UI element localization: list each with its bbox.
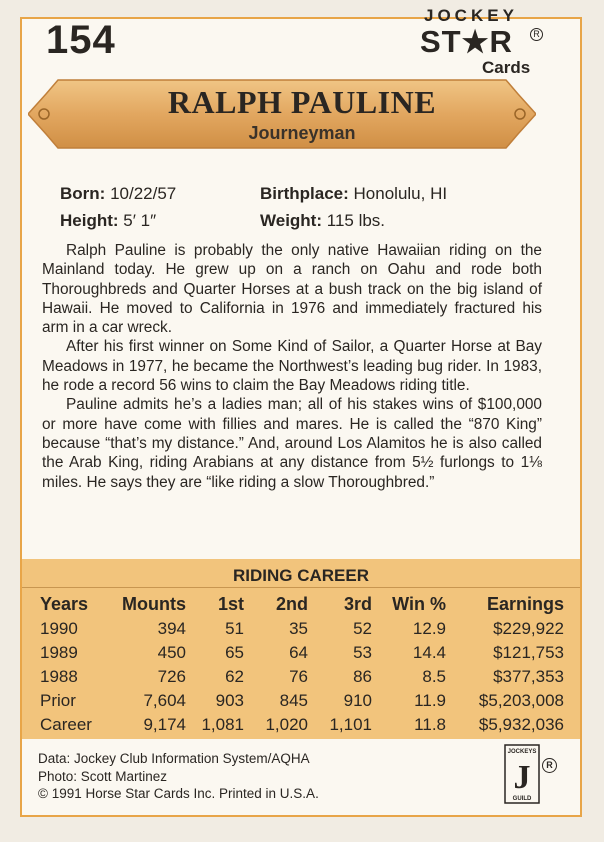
biography-text bbox=[42, 241, 542, 492]
born-label: Born: bbox=[60, 184, 106, 203]
jockey-star-logo bbox=[410, 6, 550, 78]
column-header: Earnings bbox=[486, 593, 564, 614]
guild-letter-text: J bbox=[513, 759, 531, 796]
riding-career-panel bbox=[22, 559, 580, 739]
registered-icon: R bbox=[530, 28, 543, 41]
column-header: Years bbox=[40, 593, 89, 614]
logo-star-text: ST★R bbox=[420, 24, 513, 59]
guild-top-text: JOCKEYS bbox=[507, 749, 537, 755]
copyright-text: © 1991 Horse Star Cards Inc. Printed in U.S.A. bbox=[38, 786, 319, 801]
table-row: Prior 7,604 903 845 910 11.9 $5,203,008 bbox=[40, 691, 564, 710]
weight-label: Weight: bbox=[260, 211, 323, 230]
born-value: 10/22/57 bbox=[110, 184, 177, 203]
table-row: 1990 394 51 35 52 12.9 $229,922 bbox=[40, 619, 564, 638]
photo-credit: Photo: Scott Martinez bbox=[38, 768, 168, 784]
jockeys-guild-logo-icon bbox=[504, 744, 540, 804]
bio-paragraph: Ralph Pauline is probably the only native Hawaiian riding on the Mainland today. He grew up on a ranch on Oahu and rode both Thoroughbreds and Quarter Horses at a bush track on the big island of Hawaii. He moved to California in 1976 and immediately fractured his arm in a car wreck. bbox=[42, 242, 542, 337]
column-header: 3rd bbox=[343, 593, 372, 614]
rider-position: Journeyman bbox=[248, 123, 356, 143]
registered-icon: R bbox=[542, 758, 557, 773]
bio-paragraph: After his first winner on Some Kind of Sailor, a Quarter Horse at Bay Meadows in 1977, he became the Northwest’s leading bug rider. In 1983, he rode a record 56 wins to claim the Bay Meadows riding title. bbox=[42, 338, 542, 395]
column-header: 1st bbox=[217, 593, 244, 614]
column-header: Mounts bbox=[122, 593, 186, 614]
star-icon: ★ bbox=[461, 26, 490, 59]
riding-career-table bbox=[40, 591, 564, 737]
logo-jockey-text: JOCKEY bbox=[424, 6, 518, 25]
column-header: Win % bbox=[392, 593, 446, 614]
bio-paragraph: Pauline admits he’s a ladies man; all of his stakes wins of $100,000 or more have come with fillies and mares. He is called the “870 King” because “that’s my distance.” And, around Los Alamitos he is also called the Arab King, riding Arabians at any distance from 5½ furlongs to 1⅛ miles. He says they are “like riding a slow Thoroughbred.” bbox=[42, 396, 542, 491]
card-number: 154 bbox=[46, 18, 116, 62]
born-row bbox=[60, 184, 176, 204]
table-row: 1989 450 65 64 53 14.4 $121,753 bbox=[40, 643, 564, 662]
guild-bottom-text: GUILD bbox=[512, 796, 532, 802]
table-header-row bbox=[40, 591, 564, 617]
credits bbox=[38, 750, 319, 803]
weight-row bbox=[260, 211, 385, 231]
birthplace-row bbox=[260, 184, 447, 204]
table-row: Career 9,174 1,081 1,020 1,101 11.8 $5,932,036 bbox=[40, 715, 564, 734]
riding-career-title: RIDING CAREER bbox=[232, 566, 369, 585]
data-credit: Data: Jockey Club Information System/AQHA bbox=[38, 751, 310, 766]
weight-value: 115 lbs. bbox=[326, 211, 386, 230]
logo-cards-text: Cards bbox=[482, 58, 531, 77]
height-value: 5′ 1″ bbox=[123, 211, 157, 230]
rider-name: RALPH PAULINE bbox=[167, 84, 437, 120]
height-row bbox=[60, 211, 156, 231]
table-row: 1988 726 62 76 86 8.5 $377,353 bbox=[40, 667, 564, 686]
birthplace-value: Honolulu, HI bbox=[353, 184, 448, 203]
birthplace-label: Birthplace: bbox=[260, 184, 349, 203]
divider bbox=[22, 587, 580, 588]
height-label: Height: bbox=[60, 211, 119, 230]
column-header: 2nd bbox=[275, 593, 308, 614]
